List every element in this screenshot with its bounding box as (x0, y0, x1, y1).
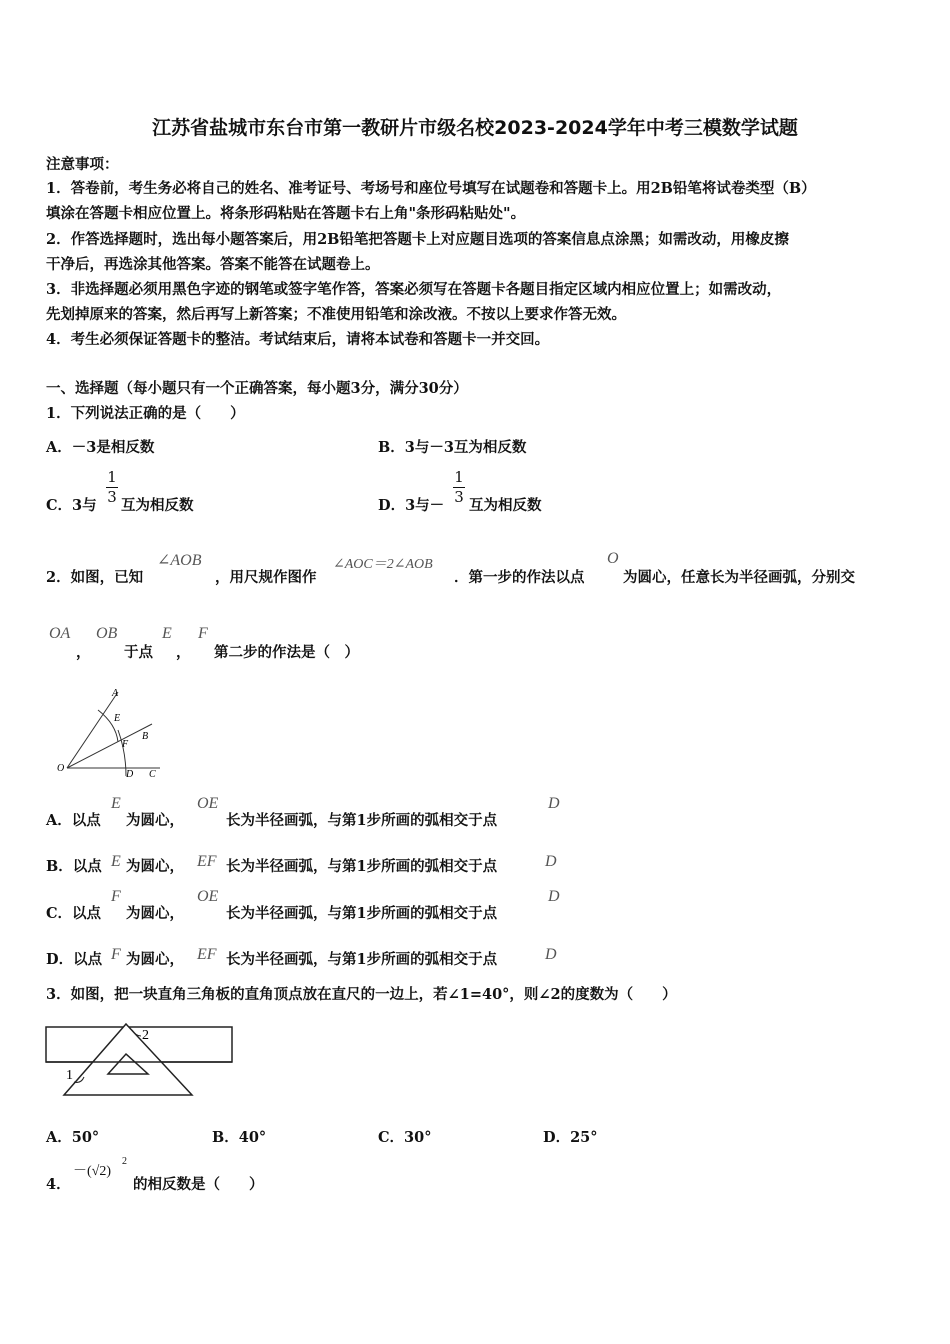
fig-label-f: F (122, 739, 129, 750)
q2-ray-ob: OB (96, 625, 118, 642)
q2-option-b-radius: EF (197, 853, 217, 870)
q2-construct-expr: ∠AOC＝2∠AOB (333, 557, 433, 572)
fig-label-d: D (126, 769, 134, 780)
q3-option-d: D．25° (543, 1129, 598, 1146)
section-heading: 一、选择题（每小题只有一个正确答案，每小题3分，满分30分） (46, 380, 468, 397)
q2-option-c-post: 长为半径画弧，与第1步所画的弧相交于点 (226, 905, 498, 922)
construction-arc (118, 730, 126, 776)
notice-line: 3．非选择题必须用黑色字迹的钢笔或签字笔作答，答案必须写在答题卡各题目指定区域内相应位置上；如需改动， (46, 281, 782, 298)
notice-line: 先划掉原来的答案，然后再写上新答案；不准使用铅笔和涂改液。不按以上要求作答无效。 (46, 306, 626, 323)
q3-ruler-triangle-figure (44, 1022, 236, 1102)
notice-heading: 注意事项： (46, 156, 119, 173)
fig-label-c: C (149, 769, 156, 780)
q1-option-d-prefix: D．3与－ (378, 497, 445, 514)
q2-angle-figure (40, 684, 175, 784)
q1-stem: 1．下列说法正确的是（ ） (46, 405, 245, 422)
fraction-denominator: 3 (454, 488, 464, 506)
q2-option-b-point: E (111, 853, 121, 870)
q2-point-o: O (607, 550, 619, 567)
q2-comma: ， (76, 644, 91, 661)
q3-option-a: A．50° (46, 1129, 100, 1146)
q2-to-point: 于点 (124, 644, 153, 661)
fig-label-a: A (112, 688, 119, 699)
q2-option-b-pre: B．以点 (46, 858, 102, 875)
q2-ray-oa: OA (49, 625, 71, 642)
fig-label-b: B (142, 731, 149, 742)
ray-oa (67, 692, 121, 768)
fig-label-e: E (114, 713, 121, 724)
q2-option-d-pre: D．以点 (46, 951, 103, 968)
q2-stem-part: 2．如图，已知 (46, 569, 144, 586)
q2-option-c-radius: OE (197, 888, 219, 905)
q2-stem-part: ．第一步的作法以点 (454, 569, 585, 586)
fraction-numerator: 1 (454, 468, 464, 486)
q2-option-c-pre: C．以点 (46, 905, 102, 922)
notice-line: 填涂在答题卡相应位置上。将条形码粘贴在答题卡右上角"条形码粘贴处"。 (46, 205, 526, 222)
q2-option-c-point: F (111, 888, 121, 905)
notice-line: 1．答卷前，考生务必将自己的姓名、准考证号、考场号和座位号填写在试题卷和答题卡上。用2B铅笔将试卷类型（B） (46, 180, 816, 197)
q1-option-d-fraction (453, 470, 465, 505)
angle-label-1: 1 (66, 1068, 73, 1083)
q2-point-e: E (162, 625, 172, 642)
q1-option-b: B．3与－3互为相反数 (378, 439, 527, 456)
q2-comma: ， (176, 644, 191, 661)
angle-label-2: 2 (142, 1028, 149, 1043)
q2-option-a-post: 长为半径画弧，与第1步所画的弧相交于点 (226, 812, 498, 829)
q2-option-a-radius: OE (197, 795, 219, 812)
q2-option-b-mid: 为圆心， (126, 858, 184, 875)
q1-option-c-suffix: 互为相反数 (121, 497, 194, 514)
q2-option-d-mid: 为圆心， (126, 951, 184, 968)
q3-option-b: B．40° (212, 1129, 267, 1146)
q1-option-c-prefix: C．3与 (46, 497, 97, 514)
q2-option-a-point: E (111, 795, 121, 812)
notice-line: 干净后，再选涂其他答案。答案不能答在试题卷上。 (46, 256, 380, 273)
q1-option-c-fraction (106, 470, 118, 505)
fraction-denominator: 3 (107, 488, 117, 506)
q1-option-d-suffix: 互为相反数 (469, 497, 542, 514)
q1-option-a: A．－3是相反数 (46, 439, 155, 456)
q2-angle-aob: ∠AOB (157, 552, 202, 569)
q2-option-c-mid: 为圆心， (126, 905, 184, 922)
q2-option-d-end: D (545, 946, 557, 963)
q2-option-a-mid: 为圆心， (126, 812, 184, 829)
q2-option-d-post: 长为半径画弧，与第1步所画的弧相交于点 (226, 951, 498, 968)
notice-line: 4．考生必须保证答题卡的整洁。考试结束后，请将本试卷和答题卡一并交回。 (46, 331, 550, 348)
fraction-numerator: 1 (107, 468, 117, 486)
q2-stem-part: ，用尺规作图作 (215, 569, 317, 586)
q2-option-a-end: D (548, 795, 560, 812)
q4-expression: －(√2) (73, 1164, 112, 1179)
ray-ob (67, 724, 152, 768)
q2-point-f: F (198, 625, 208, 642)
q4-number: 4． (46, 1176, 71, 1193)
q2-option-c-end: D (548, 888, 560, 905)
fig-label-o: O (57, 763, 65, 774)
q2-option-a-pre: A．以点 (46, 812, 101, 829)
q2-option-d-point: F (111, 946, 121, 963)
set-square (64, 1024, 192, 1095)
q2-stem-part: 为圆心，任意长为半径画弧，分别交 (623, 569, 855, 586)
q2-option-b-post: 长为半径画弧，与第1步所画的弧相交于点 (226, 858, 498, 875)
q3-stem: 3．如图，把一块直角三角板的直角顶点放在直尺的一边上，若∠1=40°，则∠2的度数为（ ） (46, 986, 677, 1003)
q4-exponent: 2 (122, 1156, 127, 1167)
q2-step2: 第二步的作法是（ ） (214, 644, 359, 661)
q2-option-d-radius: EF (197, 946, 217, 963)
notice-line: 2．作答选择题时，选出每小题答案后，用2B铅笔把答题卡上对应题目选项的答案信息点涂黑；如需改动，用橡皮擦 (46, 231, 789, 248)
page-title: 江苏省盐城市东台市第一教研片市级名校2023-2024学年中考三模数学试题 (152, 117, 798, 139)
q4-stem: 的相反数是（ ） (133, 1176, 264, 1193)
q2-option-b-end: D (545, 853, 557, 870)
q3-option-c: C．30° (378, 1129, 432, 1146)
